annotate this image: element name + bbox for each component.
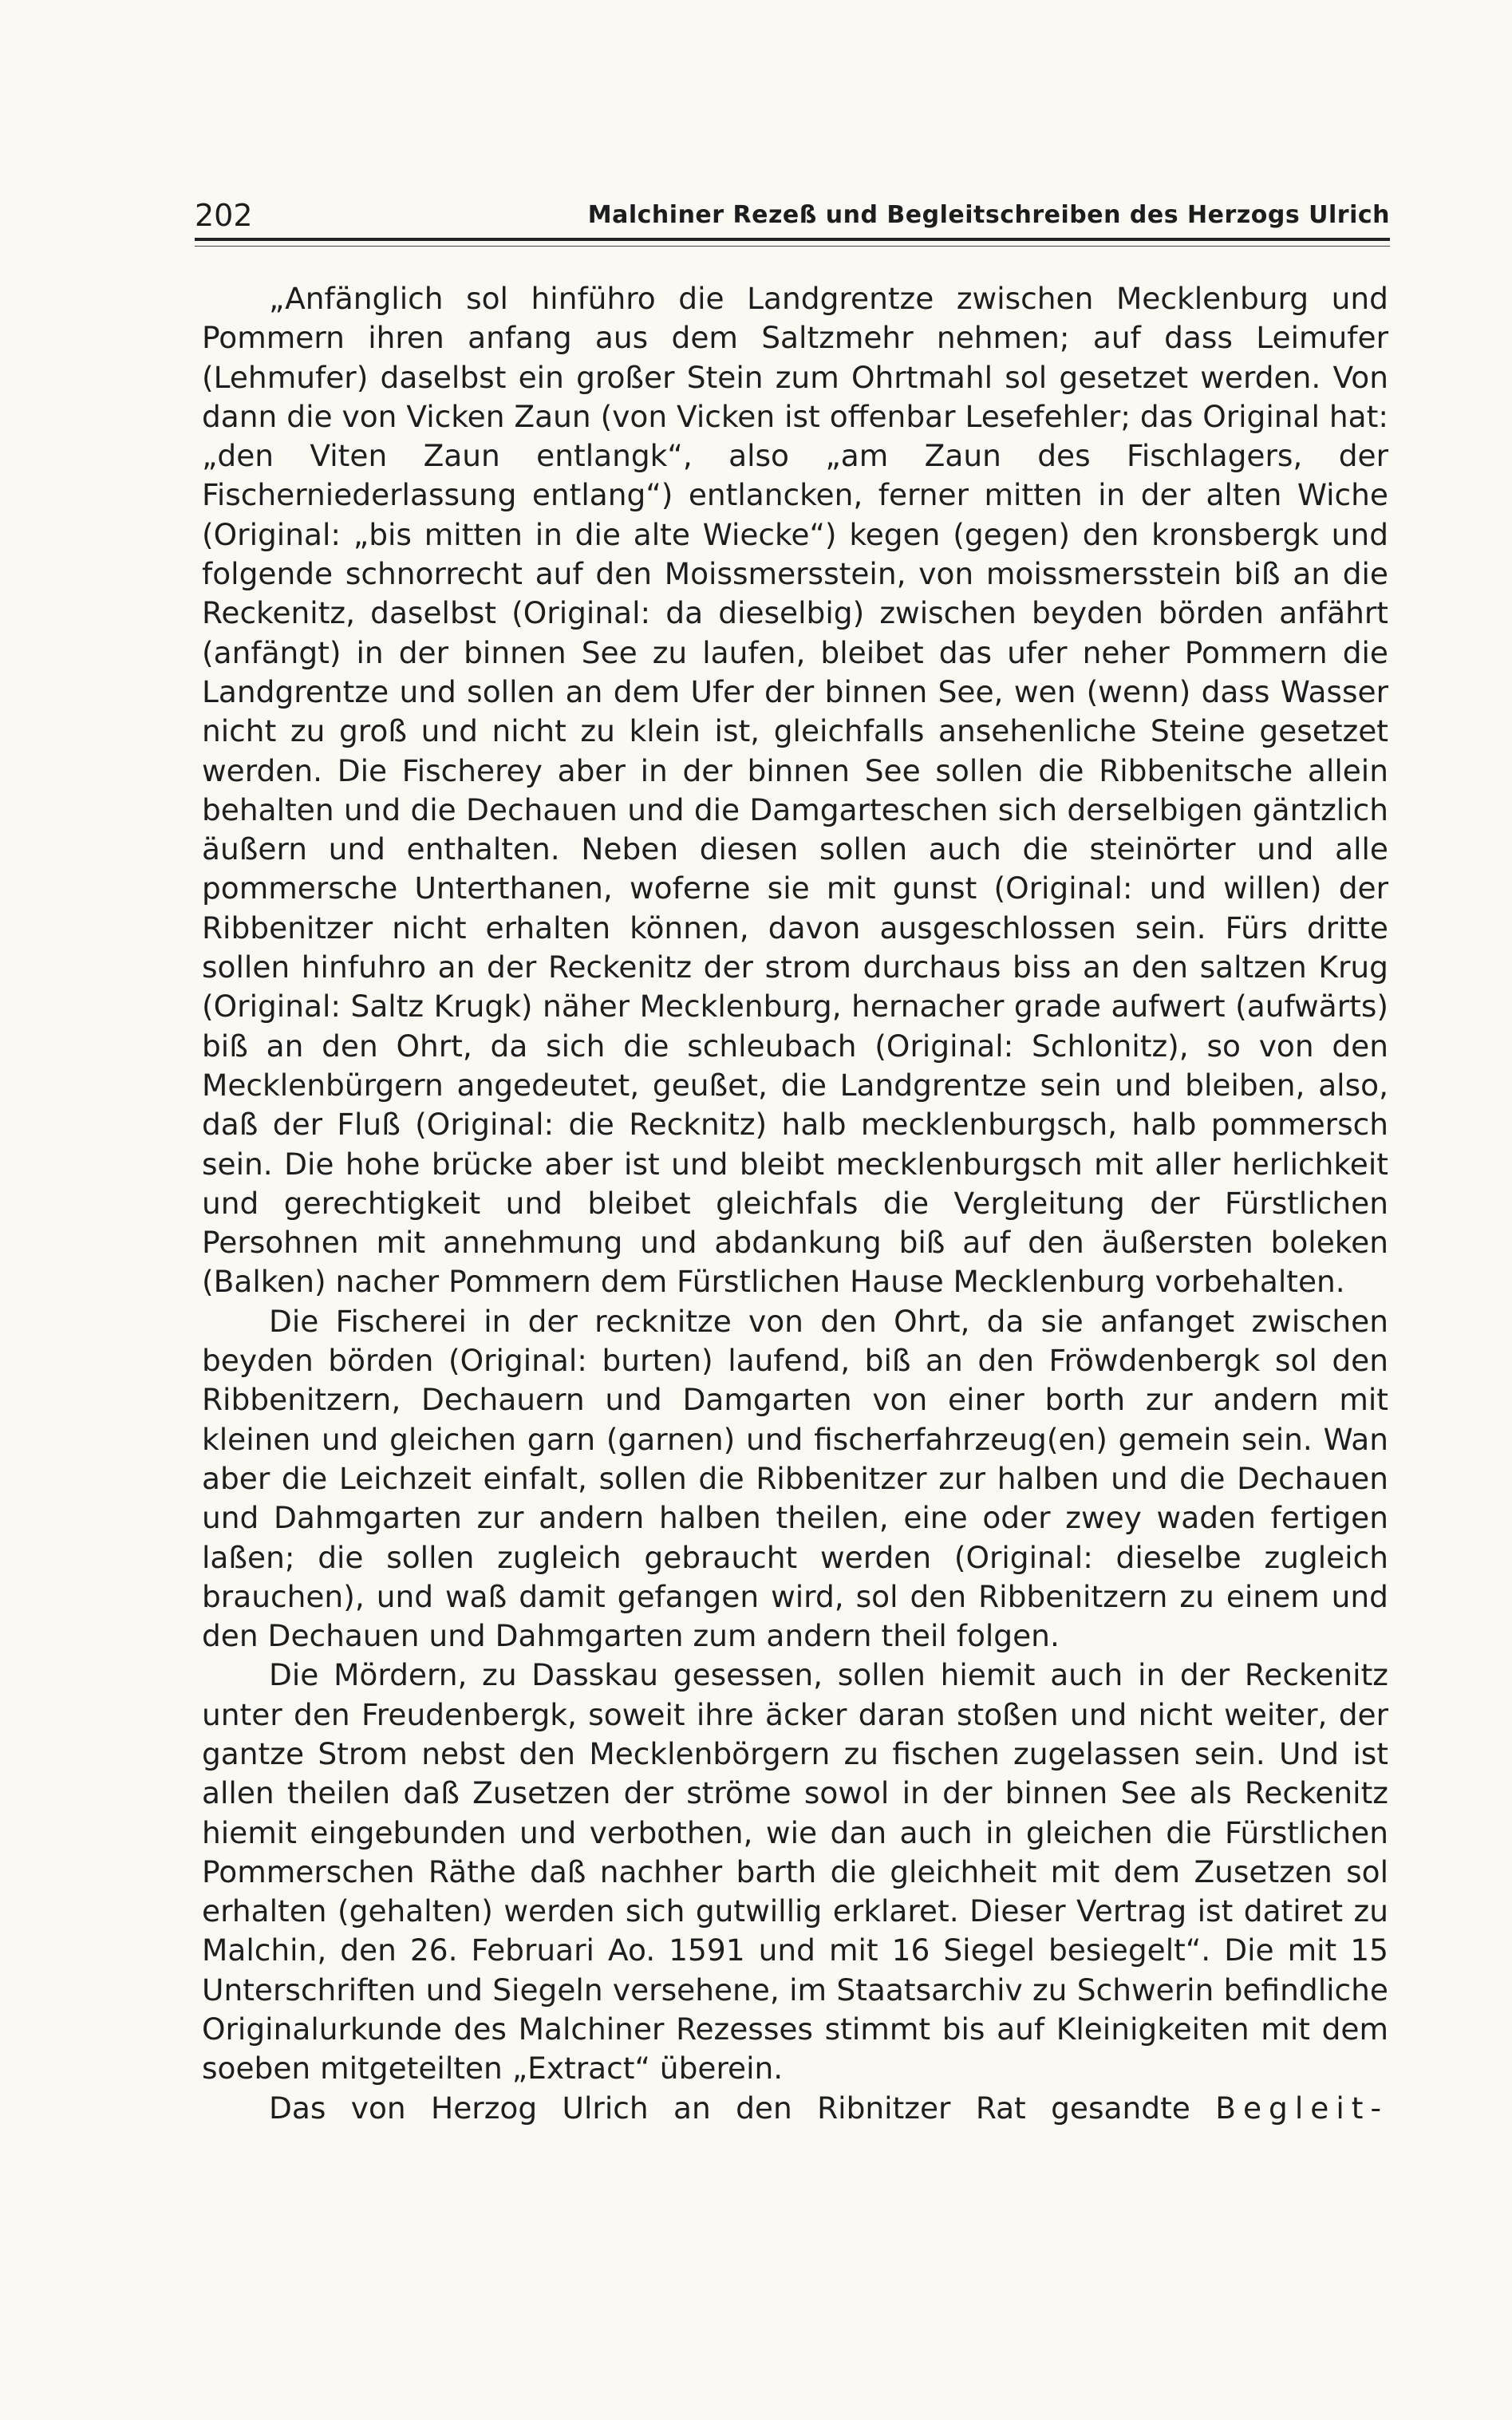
paragraph-fischerei: Die Fischerei in der recknitze von den Ohrt, da sie anfanget zwischen beyden börden (Original: burten) laufend, biß an den Fröwdenbergk sol den Ribbenitzern, Dechauern und Damgarten von einer borth zur andern mit kleinen und gleichen garn (garnen) und fischerfahrzeug(en) gemein sein. Wan aber die Leichzeit einfalt, sollen die Ribbenitzer zur halben und die Dechauen und Dahmgarten zur andern halben theilen, eine oder zwey waden fertigen laßen; die sollen zugleich gebraucht werden (Original: dieselbe zugleich brauchen), und waß damit gefangen wird, sol den Ribbenitzern zu einem und den Dechauen und Dahmgarten zum andern theil folgen. — [202, 1303, 1388, 1654]
last-line-text: Das von Herzog Ulrich an den Ribnitzer Rat gesandte — [269, 2090, 1190, 2126]
header-rule-thick — [195, 238, 1390, 241]
last-line-spaced-word: Begleit- — [1215, 2090, 1388, 2126]
paragraph-last-line — [202, 2089, 1388, 2128]
running-title: Malchiner Rezeß und Begleitschreiben des Herzogs Ulrich — [587, 201, 1390, 229]
page-header — [195, 198, 1390, 233]
page-number: 202 — [195, 198, 253, 233]
header-rule-thin — [195, 246, 1390, 247]
body-text — [202, 279, 1388, 2128]
paragraph-moerdern: Die Mördern, zu Dasskau gesessen, sollen hiemit auch in der Reckenitz unter den Freudenbergk, soweit ihre äcker daran stoßen und nicht weiter, der gantze Strom nebst den Mecklenbörgern zu fischen zugelassen sein. Und ist allen theilen daß Zusetzen der ströme sowol in der binnen See als Reckenitz hiemit eingebunden und verbothen, wie dan auch in gleichen die Fürstlichen Pommerschen Räthe daß nachher barth die gleichheit mit dem Zusetzen sol erhalten (gehalten) werden sich gutwillig erklaret. Dieser Vertrag ist datiret zu Malchin, den 26. Februari Ao. 1591 und mit 16 Siegel besiegelt“. Die mit 15 Unterschriften und Siegeln versehene, im Staatsarchiv zu Schwerin befindliche Originalurkunde des Malchiner Rezesses stimmt bis auf Kleinigkeiten mit dem soeben mitgeteilten „Extract“ überein. — [202, 1657, 1388, 2086]
paragraph-quote: „Anfänglich sol hinführo die Landgrentze zwischen Mecklenburg und Pommern ihren anfang aus dem Saltzmehr nehmen; auf dass Leimufer (Lehmufer) daselbst ein großer Stein zum Ohrtmahl sol gesetzet werden. Von dann die von Vicken Zaun (von Vicken ist offenbar Lesefehler; das Original hat: „den Viten Zaun entlangk“, also „am Zaun des Fischlagers, der Fischerniederlassung entlang“) entlancken, ferner mitten in der alten Wiche (Original: „bis mitten in die alte Wiecke“) kegen (gegen) den kronsbergk und folgende schnorrecht auf den Moissmersstein, von moissmersstein biß an die Reckenitz, daselbst (Original: da dieselbig) zwischen beyden börden anfährt (anfängt) in der binnen See zu laufen, bleibet das ufer neher Pommern die Landgrentze und sollen an dem Ufer der binnen See, wen (wenn) dass Wasser nicht zu groß und nicht zu klein ist, gleichfalls ansehenliche Steine gesetzet werden. Die Fischerey aber in der binnen See sollen die Ribbenitsche allein behalten und die Dechauen und die Damgarteschen sich derselbigen gäntzlich äußern und enthalten. Neben diesen sollen auch die steinörter und alle pommersche Unterthanen, woferne sie mit gunst (Original: und willen) der Ribbenitzer nicht erhalten können, davon ausgeschlossen sein. Fürs dritte sollen hinfuhro an der Reckenitz der strom durchaus biss an den saltzen Krug (Original: Saltz Krugk) näher Mecklenburg, hernacher grade aufwert (aufwärts) biß an den Ohrt, da sich die schleubach (Original: Schlonitz), so von den Mecklenbürgern angedeutet, geußet, die Landgrentze sein und bleiben, also, daß der Fluß (Original: die Recknitz) halb mecklenburgsch, halb pommersch sein. Die hohe brücke aber ist und bleibt mecklenburgsch mit aller herlichkeit und gerechtigkeit und bleibet gleichfals die Vergleitung der Fürstlichen Persohnen mit annehmung und abdankung biß auf den äußersten boleken (Balken) nacher Pommern dem Fürstlichen Hause Mecklenburg vorbehalten. — [202, 281, 1388, 1300]
